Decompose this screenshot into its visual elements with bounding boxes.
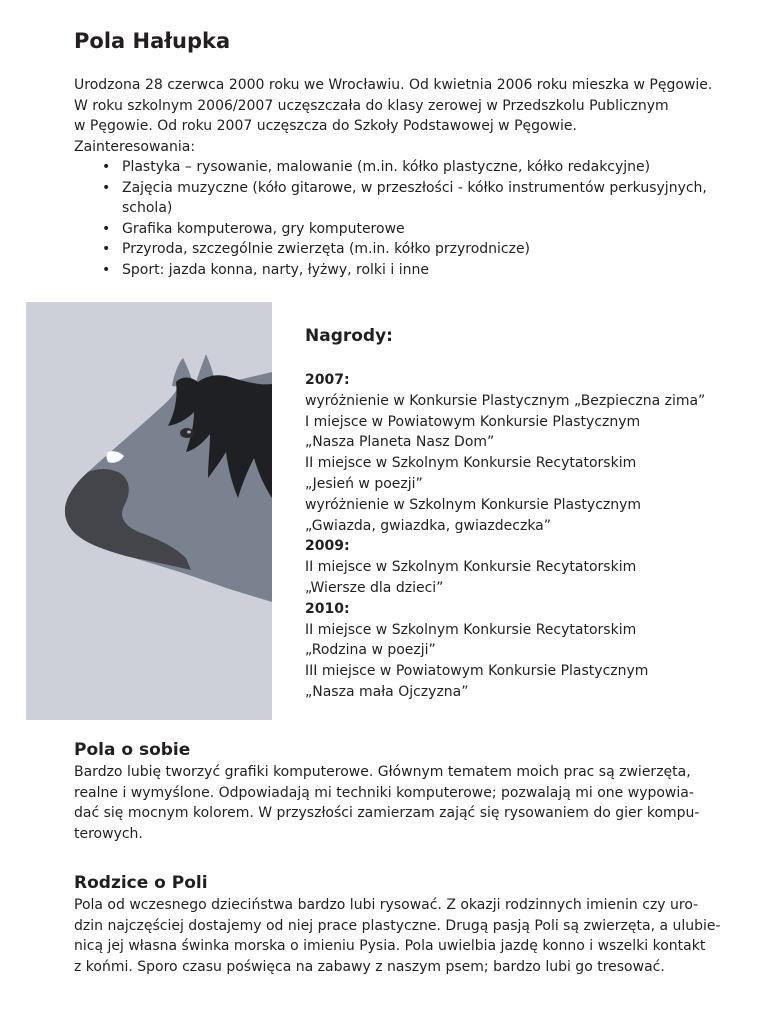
horse-artwork xyxy=(26,302,272,720)
award-entry: „Nasza mała Ojczyzna” xyxy=(305,683,469,700)
intro-line: w Pęgowie. Od roku 2007 uczęszcza do Szkoły Podstawowej w Pęgowie. xyxy=(74,118,577,134)
paragraph-line: dzin najczęściej dostajemy od niej prace plastyczne. Drugą pasją Poli są zwierzęta, a ulubie- xyxy=(74,917,721,934)
awards-heading: Nagrody: xyxy=(305,326,393,346)
intro-line: Urodzona 28 czerwca 2000 roku we Wrocławiu. Od kwietnia 2006 roku mieszka w Pęgowie. xyxy=(74,77,713,93)
interest-item: • Przyroda, szczególnie zwierzęta (m.in. kółko przyrodnicze) xyxy=(122,239,744,260)
horse-eye xyxy=(180,428,194,438)
paragraph-line: Pola od wczesnego dzieciństwa bardzo lubi rysować. Z okazji rodzinnych imienin czy uro- xyxy=(74,897,699,913)
award-entry: I miejsce w Powiatowym Konkursie Plastycznym xyxy=(305,413,641,430)
paragraph-line: z końmi. Sporo czasu poświęca na zabawy z naszym psem; bardzo lubi go tresować. xyxy=(74,958,665,975)
about-parents-heading: Rodzice o Poli xyxy=(74,873,208,893)
about-self-section xyxy=(74,738,724,844)
award-entry: wyróżnienie w Konkursie Plastycznym „Bezpieczna zima” xyxy=(305,392,706,409)
interests-list xyxy=(74,157,744,280)
page-title: Pola Hałupka xyxy=(74,29,231,53)
award-year: 2007: xyxy=(305,372,350,388)
interests-label: Zainteresowania: xyxy=(74,138,196,155)
award-entry: II miejsce w Szkolnym Konkursie Recytatorskim xyxy=(305,559,637,576)
interest-item: • Grafika komputerowa, gry komputerowe xyxy=(122,219,744,240)
interest-item: • Plastyka – rysowanie, malowanie (m.in. kółko plastyczne, kółko redakcyjne) xyxy=(122,157,744,178)
award-entry: „Nasza Planeta Nasz Dom” xyxy=(305,434,495,451)
about-parents-section xyxy=(74,871,724,977)
interest-item: • Sport: jazda konna, narty, łyżwy, rolki i inne xyxy=(122,260,744,281)
award-entry: „Wiersze dla dzieci” xyxy=(305,579,444,596)
paragraph-line: dać się mocnym kolorem. W przyszłości zamierzam zająć się rysowaniem do gier kompu- xyxy=(74,805,700,821)
paragraph-line: nicą jej własna świnka morska o imieniu Pysia. Pola uwielbia jazdę konno i wszelki kontakt xyxy=(74,938,706,954)
award-entry: „Gwiazda, gwiazdka, gwiazdeczka” xyxy=(305,517,552,534)
award-entry: II miejsce w Szkolnym Konkursie Recytatorskim xyxy=(305,455,637,472)
award-entry: III miejsce w Powiatowym Konkursie Plastycznym xyxy=(305,663,649,680)
award-entry: II miejsce w Szkolnym Konkursie Recytatorskim xyxy=(305,621,637,638)
award-entry: wyróżnienie w Szkolnym Konkursie Plastycznym xyxy=(305,496,642,513)
intro-section xyxy=(74,75,744,280)
interest-item-continuation: schola) xyxy=(122,200,173,216)
paragraph-line: terowych. xyxy=(74,825,143,842)
awards-section xyxy=(305,324,745,703)
award-year: 2010: xyxy=(305,600,350,617)
paragraph-line: realne i wymyślone. Odpowiadają mi techniki komputerowe; pozwalają mi one wypowia- xyxy=(74,784,694,801)
interest-item: • Zajęcia muzyczne (kóło gitarowe, w przeszłości - kółko instrumentów perkusyjnych, xyxy=(122,178,744,199)
horse-eye-highlight xyxy=(187,431,191,434)
intro-line: W roku szkolnym 2006/2007 uczęszczała do klasy zerowej w Przedszkolu Publicznym xyxy=(74,97,669,114)
about-self-heading: Pola o sobie xyxy=(74,740,191,760)
award-year: 2009: xyxy=(305,538,350,555)
award-entry: „Jesień w poezji” xyxy=(305,475,423,492)
paragraph-line: Bardzo lubię tworzyć grafiki komputerowe. Głównym tematem moich prac są zwierzęta, xyxy=(74,764,691,780)
award-entry: „Rodzina w poezji” xyxy=(305,642,436,659)
